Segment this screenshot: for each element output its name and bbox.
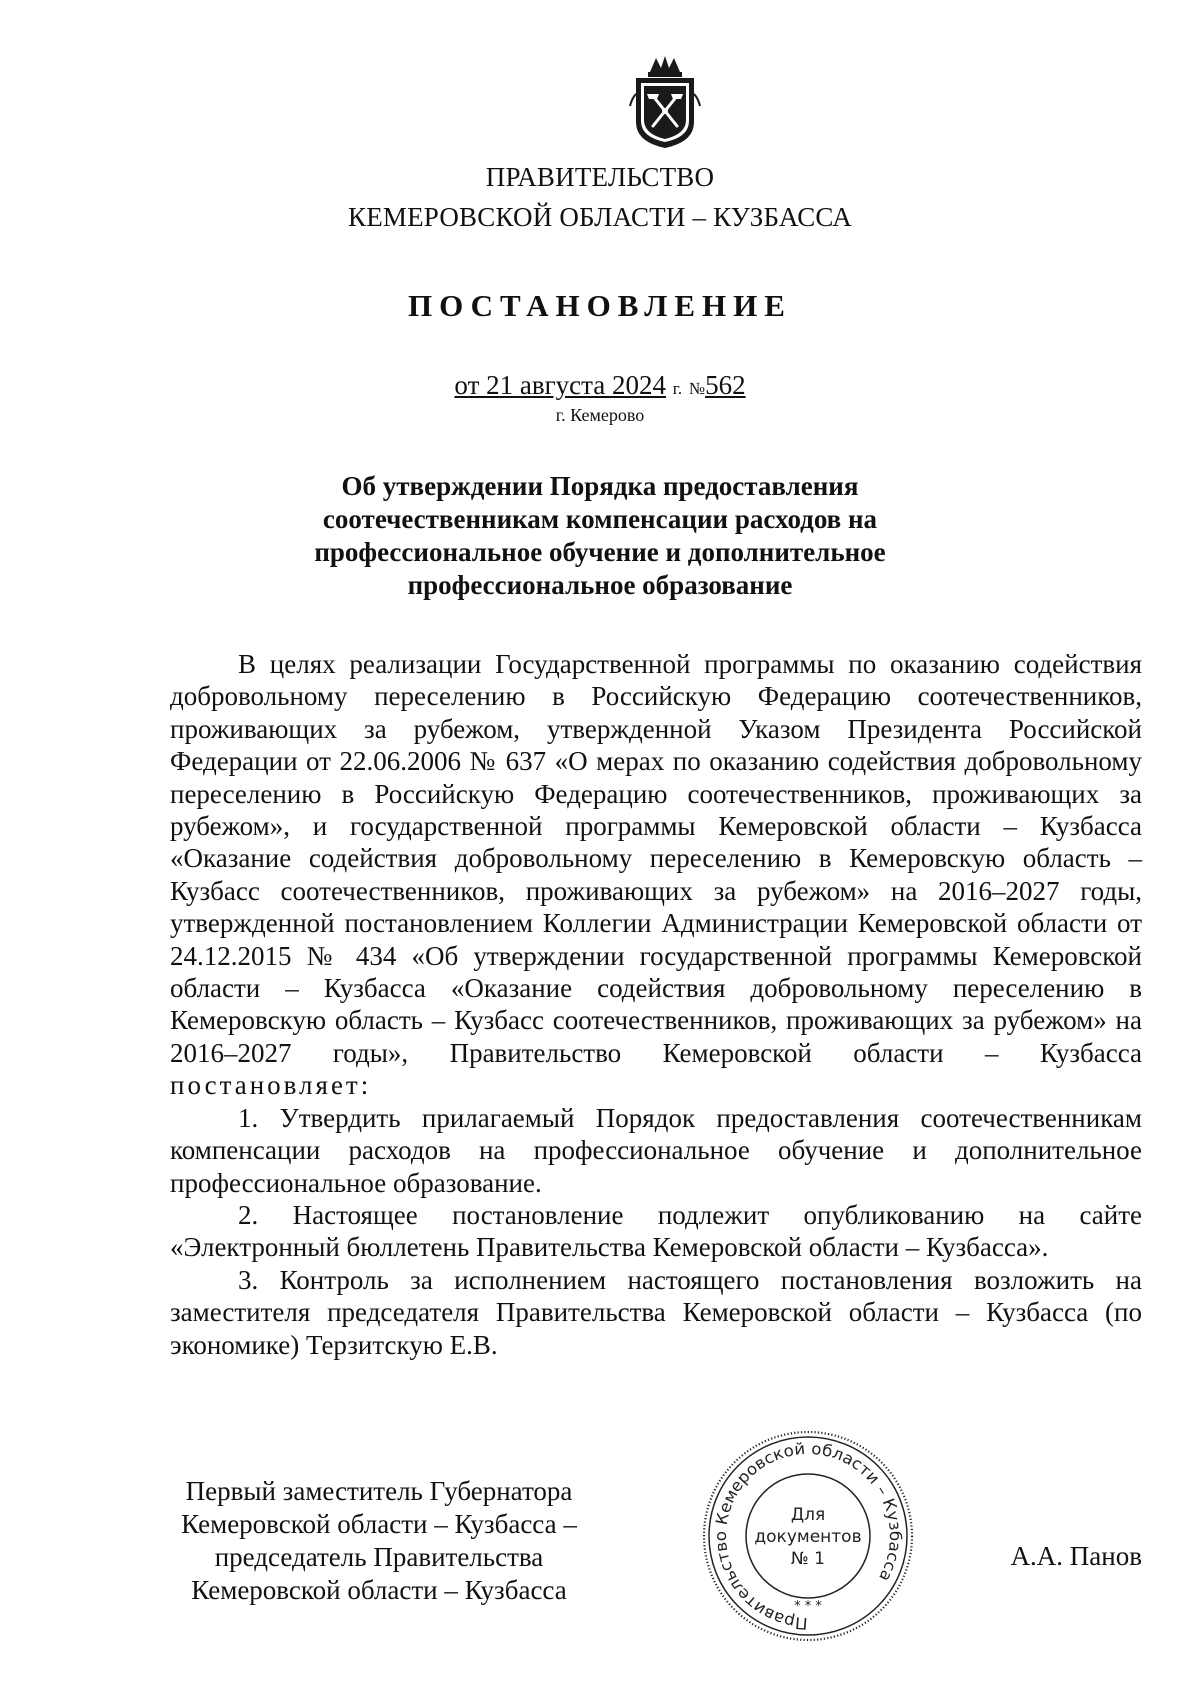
year-suffix: г. (672, 379, 683, 398)
heading-line: профессиональное обучение и дополнительное (314, 537, 886, 567)
signer-title-line: Первый заместитель Губернатора (185, 1476, 573, 1506)
document-heading (300, 470, 900, 602)
document-date: от 21 августа 2024 (454, 370, 667, 400)
stamp-center-line2: документов (754, 1527, 862, 1547)
item-1: 1. Утвердить прилагаемый Порядок предоставления соотечественникам компенсации расходов на профессиональное обучение и дополнительное профессиональное образование. (170, 1102, 1142, 1198)
official-stamp (700, 1428, 916, 1644)
item-2: 2. Настоящее постановление подлежит опубликованию на сайте «Электронный бюллетень Правительства Кемеровской области – Кузбасса». (170, 1199, 1142, 1263)
org-name-line2: КЕМЕРОВСКОЙ ОБЛАСТИ – КУЗБАССА (348, 202, 852, 232)
kuzbass-coat-of-arms-icon (628, 54, 702, 150)
document-type: ПОСТАНОВЛЕНИЕ (408, 288, 792, 323)
date-line (0, 370, 1200, 401)
signer-title-line: Кемеровской области – Кузбасса (191, 1575, 567, 1605)
signer-name: А.А. Панов (1010, 1541, 1142, 1571)
stamp-center-line1: Для (790, 1505, 826, 1525)
preamble-text: В целях реализации Государственной программы по оказанию содействия добровольному переселению в Российскую Федерацию соотечественников, проживающих за рубежом, утвержденной Указом Президента Российской Федерации от 22.06.2006 № 637 «О мерах по оказанию содействия добровольному переселению в Российскую Федерацию соотечественников, проживающих за рубежом», и государственной программы Кемеровской области – Кузбасса «Оказание содействия добровольному переселению в Кемеровскую область – Кузбасс соотечественников, проживающих за рубежом» на 2016–2027 годы, утвержденной постановлением Коллегии Администрации Кемеровской области от 24.12.2015 № 434 «Об утверждении государственной программы Кемеровской области – Кузбасса «Оказание содействия добровольному переселению в Кемеровскую область – Кузбасс соотечественников, проживающих за рубежом» на 2016–2027 годы», Правительство Кемеровской области – Кузбасса (170, 649, 1142, 1068)
stamp-center-line3: № 1 (791, 1549, 825, 1569)
item-3: 3. Контроль за исполнением настоящего постановления возложить на заместителя председателя Правительства Кемеровской области – Кузбасса (по экономике) Терзитскую Е.В. (170, 1264, 1142, 1360)
stamp-ring-text: Правительство Кемеровской области – Кузбасса (711, 1438, 906, 1634)
signer-title-line: Кемеровской области – Кузбасса – (181, 1509, 577, 1539)
city: г. Кемерово (555, 405, 645, 425)
heading-line: соотечественникам компенсации расходов на (322, 504, 878, 534)
document-body (170, 648, 1142, 1361)
decree-word: постановляет: (170, 1070, 372, 1101)
org-name-line1: ПРАВИТЕЛЬСТВО (485, 162, 715, 192)
signer-title (170, 1475, 588, 1607)
signer-title-line: председатель Правительства (214, 1542, 544, 1572)
heading-line: профессиональное образование (407, 570, 793, 600)
number-sign: № (688, 379, 706, 398)
heading-line: Об утверждении Порядка предоставления (341, 471, 859, 501)
stamp-stars: * * * (794, 1599, 822, 1614)
preamble-paragraph (170, 648, 1142, 1102)
document-number: 562 (705, 370, 746, 400)
